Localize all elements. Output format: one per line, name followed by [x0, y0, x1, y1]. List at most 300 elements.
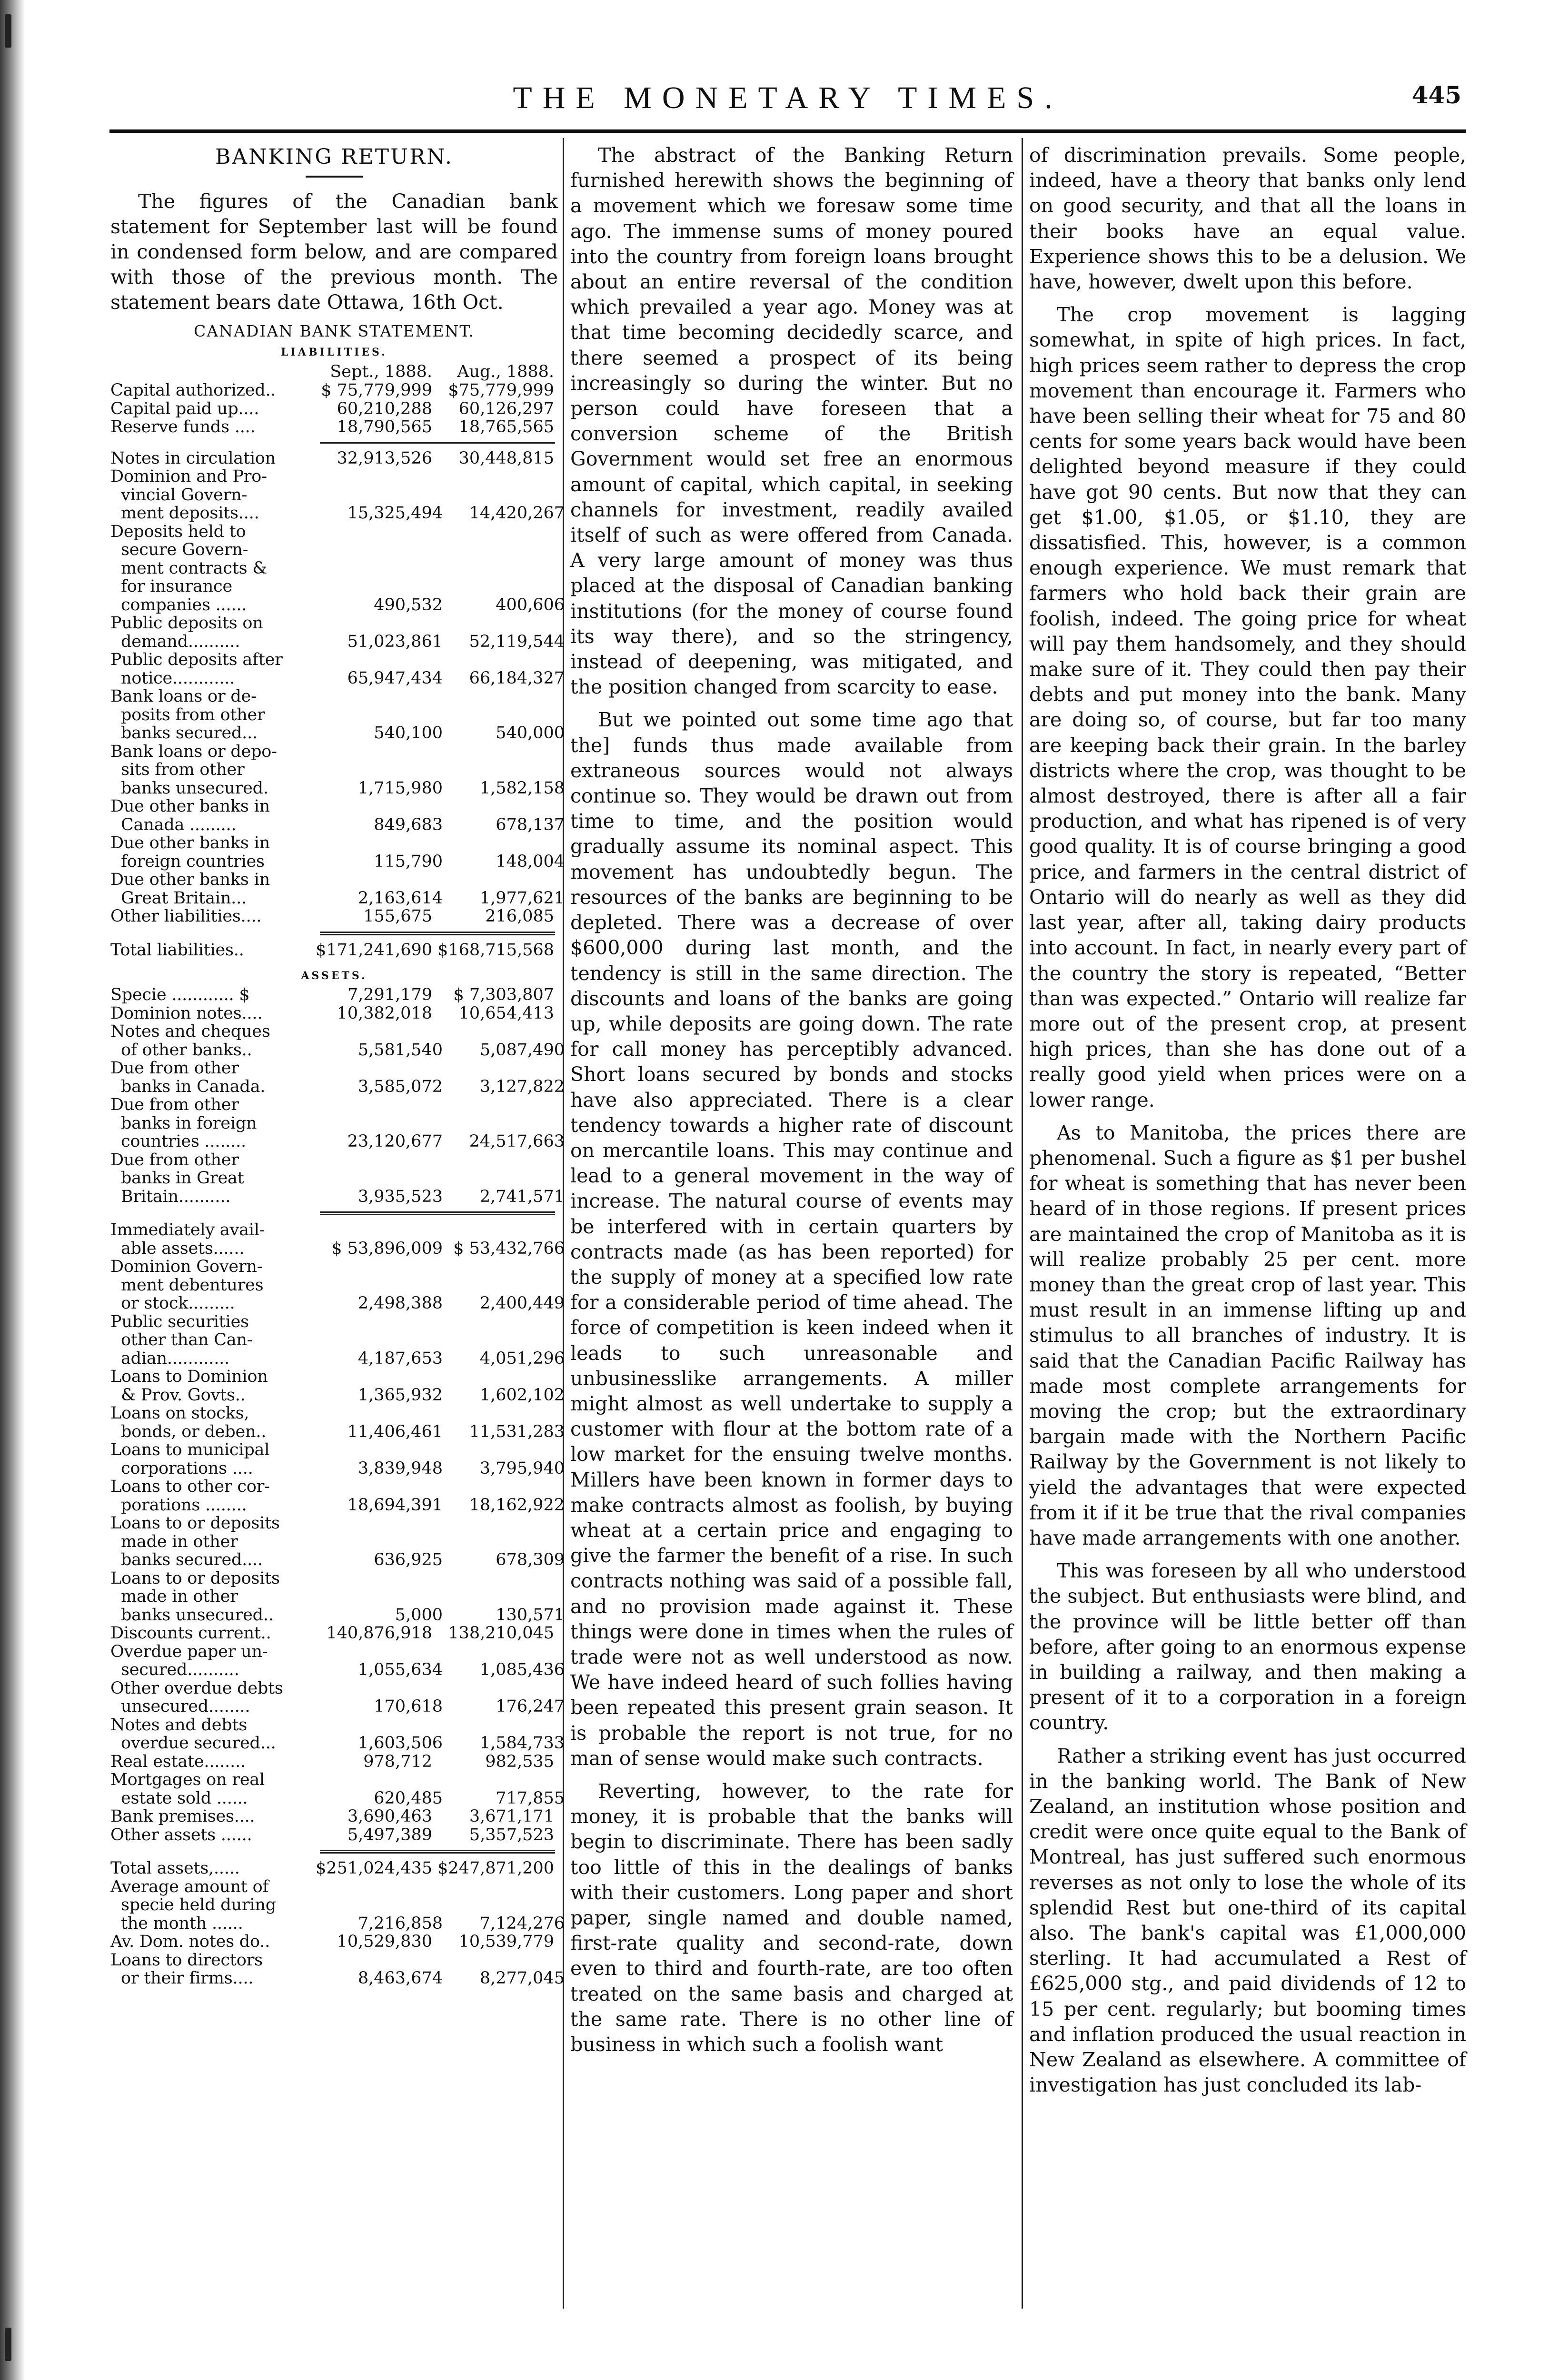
row-value-aug [432, 1569, 554, 1588]
statement-row [110, 1096, 558, 1114]
row-value-aug [432, 1221, 554, 1240]
row-value-aug: 10,539,779 [458, 1932, 554, 1951]
statement-row [110, 1331, 558, 1349]
row-label: Deposits held to [110, 522, 246, 541]
row-label: the month ...... [121, 1914, 243, 1933]
row-value-aug [432, 1771, 554, 1789]
row-label: Loans on stocks, [110, 1404, 249, 1423]
statement-row [110, 1734, 565, 1753]
row-value-sept: 8,463,674 [357, 1969, 443, 1988]
row-label: Notes and debts [110, 1716, 248, 1734]
row-label: Public deposits on [110, 614, 263, 633]
row-label: other than Can- [121, 1331, 253, 1349]
row-value-sept [309, 651, 432, 669]
row-value-sept: 10,382,018 [337, 1003, 432, 1023]
row-value-sept: 5,000 [395, 1605, 443, 1625]
statement-row [110, 706, 558, 724]
row-value-aug [432, 1151, 554, 1170]
row-label: of other banks.. [121, 1041, 252, 1059]
statement-row [110, 1059, 558, 1078]
row-value-sept [309, 687, 432, 706]
row-value-aug: 4,051,296 [479, 1349, 565, 1368]
statement-row [110, 400, 558, 418]
row-label: banks secured.... [121, 1551, 263, 1569]
row-value-aug: 130,571 [496, 1605, 565, 1625]
statement-row [110, 1478, 558, 1496]
row-label: overdue secured... [121, 1734, 276, 1753]
row-label: Public securities [110, 1312, 249, 1331]
row-value-sept [320, 706, 443, 724]
statement-row [110, 852, 565, 871]
column-header-sept: Sept., 1888. [330, 362, 432, 381]
row-value-aug [443, 1276, 565, 1295]
statement-row [110, 467, 558, 486]
row-label: Loans to municipal [110, 1441, 270, 1459]
statement-row [110, 504, 565, 523]
row-value-sept: 23,120,677 [347, 1132, 443, 1151]
row-value-sept [309, 467, 432, 486]
row-value-aug [443, 577, 565, 596]
paragraph: The abstract of the Banking Return furnished herewith shows the beginning of a movement which we foresaw some time ago. The immense sums of money poured into the country from foreign loans brought about an entire reversal of the condition which prevailed a year ago. Money was at that time becoming decidedly scarce, and there seemed a prospect of its being increasingly so during the winter. But no person could have foreseen that a conversion scheme of the British Government would set free an enormous amount of capital, which capital, in seeking channels for investment, readily availed itself of such as were offered from Canada. A very large amount of money was thus placed at the disposal of Canadian banking institutions (for the money of course found its way there), and so the stringency, instead of deepening, was mitigated, and the position changed from scarcity to ease. [570, 144, 1013, 699]
row-value-aug [443, 1331, 565, 1349]
row-value-sept [309, 743, 432, 761]
header-rule [109, 129, 1466, 133]
row-value-aug: 30,448,815 [458, 448, 554, 468]
row-value-sept [309, 614, 432, 633]
row-value-sept [309, 1951, 432, 1970]
row-value-sept: 60,210,288 [337, 399, 432, 418]
row-value-aug: 5,357,523 [469, 1825, 554, 1844]
statement-row [110, 449, 558, 468]
paragraph: But we pointed out some time ago that the] funds thus made available from extraneous sources would not always continue so. They would be drawn out from time to time, and the position would gradually assume its nominal aspect. This movement has undoubtedly begun. The resources of the banks are beginning to be depleted. There was a decrease of over $600,000 during last month, and the tendency is still in the same direction. The discounts and loans of the banks are going up, while deposits are going down. The rate for call money has perceptibly advanced. Short loans secured by bonds and stocks have also appreciated. There is a clear tendency towards a higher rate of discount on mercantile loans. This may continue and lead to a general movement in the way of increase. The natural course of events may be interfered with in certain quarters by contracts made (as has been reported) for the supply of money at a specified low rate for a considerable period of time ahead. The force of competition is keen indeed when it leads to such unreasonable and unbusinesslike arrangements. A miller might almost as well undertake to supply a customer with flour at the bottom rate of a low market for the ensuing twelve months. Millers have been known in former days to make contracts almost as foolish, by buying wheat at a certain price and engaging to give the farmer the benefit of a rise. In such contracts nothing was said of a possible fall, and no provision made against it. These things were done in times when the rules of trade were not as well understood as now. We have indeed heard of such follies having been repeated this present grain season. It is probable the report is not true, for no man of sense would make such contracts. [570, 708, 1013, 1770]
row-value-aug: 18,162,922 [469, 1495, 565, 1515]
row-label: corporations .... [121, 1459, 253, 1478]
row-value-sept: 10,529,830 [337, 1932, 432, 1951]
row-label: Britain.......... [121, 1187, 231, 1206]
row-value-sept: 3,585,072 [357, 1077, 443, 1096]
paragraph: The crop movement is lagging somewhat, in spite of high prices. In fact, high prices seem rather to depress the crop movement than encourage it. Farmers who have been selling their wheat for 75 and 80 cents for some years back would have been delighted beyond measure if they could have got 90 cents. But now that they can get $1.00, $1.05, or $1.10, they are dissatisfied. This, however, is a common enough experience. We must remark that farmers who hold back their grain are foolish, indeed. The going price for wheat will pay them handsomely, and they should make sure of it. They could then pay their debts and put money into the bank. Many are doing so, of course, but far too many are keeping back their grain. In the barley districts where the crop, was thought to be almost destroyed, there is after all a fair production, and what has ripened is of very good quality. It is of course bringing a good price, and farmers in the central district of Ontario will do nearly as well as they did last year, after all, taking dairy products into account. In fact, in nearly every part of the country the story is repeated, “Better than was expected.” Ontario will realize far more out of the present crop, at present high prices, than she has done out of a really good yield when prices were on a lower range. [1029, 303, 1466, 1111]
row-value-aug: 7,124,276 [479, 1914, 565, 1933]
row-label: Total assets,..... [110, 1859, 240, 1878]
statement-row [110, 1514, 558, 1533]
row-label: unsecured........ [121, 1697, 250, 1716]
row-value-sept: 51,023,861 [347, 632, 443, 651]
row-value-sept: 5,581,540 [357, 1040, 443, 1060]
statement-row [110, 1643, 558, 1661]
statement-row [110, 1605, 565, 1625]
row-label: Total liabilities.. [110, 941, 244, 959]
row-label: Due other banks in [110, 797, 270, 816]
row-value-aug: 5,087,490 [479, 1040, 565, 1060]
row-value-aug [432, 1313, 554, 1331]
column-divider [1022, 138, 1023, 2309]
statement-row [110, 687, 558, 706]
capital-section [110, 381, 558, 436]
row-label: made in other [121, 1587, 238, 1606]
row-value-sept [320, 541, 443, 559]
statement-row [110, 1349, 565, 1368]
row-value-aug: 678,137 [496, 815, 565, 834]
statement-row [110, 577, 558, 596]
paragraph: Rather a striking event has just occurred in the banking world. The Bank of New Zealand, an institution whose position and credit were once quite equal to the Bank of Montreal, has just suffered such enormous reverses as not only to lose the whole of its splendid Rest but one-third of its capital also. The bank's capital was £1,000,000 sterling. It had accumulated a Rest of £625,000 stg., and paid dividends of 12 to 15 per cent. regularly; but booming times and inflation produced the usual reaction in New Zealand as elsewhere. A committee of investigation has just concluded its lab- [1029, 1744, 1466, 2097]
row-value-aug [432, 871, 554, 889]
row-value-aug [432, 1441, 554, 1459]
statement-row [110, 541, 558, 559]
statement-row [110, 743, 558, 761]
row-value-aug [443, 1896, 565, 1914]
statement-row [110, 668, 565, 688]
heading-rule [306, 176, 363, 178]
row-value-sept: $251,024,435 [316, 1859, 432, 1878]
row-value-aug [432, 1679, 554, 1698]
row-label: able assets...... [121, 1239, 245, 1258]
row-value-aug: $75,779,999 [448, 381, 554, 400]
row-value-sept [320, 761, 443, 779]
row-value-aug [432, 1368, 554, 1386]
row-value-sept [309, 1096, 432, 1114]
row-label: or stock......... [121, 1294, 235, 1313]
row-label: ment deposits.... [121, 504, 259, 523]
statement-row [110, 1077, 565, 1096]
row-value-aug: 11,531,283 [469, 1422, 565, 1441]
row-value-sept: 3,839,948 [357, 1458, 443, 1478]
statement-row [110, 1294, 565, 1313]
row-value-aug: 60,126,297 [458, 399, 554, 418]
statement-row [110, 1258, 558, 1276]
paragraph: As to Manitoba, the prices there are phenomenal. Such a figure as $1 per bushel for wheat is something that has never been heard of in those regions. If present prices are maintained the crop of Manitoba as it is will realize probably 25 per cent. more money than the great crop of last year. This must result in an immense lifting up and stimulus to all branches of industry. It is said that the Canadian Pacific Railway has made most complete arrangements for moving the crop; but the extraordinary bargain made with the Northern Pacific Railway by the Government is not likely to yield the advantages that were expected from it if it be true that the rival companies have made arrangements with one another. [1029, 1121, 1466, 1549]
row-value-aug [432, 1716, 554, 1735]
row-value-sept [320, 1169, 443, 1188]
row-value-sept: 32,913,526 [337, 448, 432, 468]
row-label: & Prov. Govts.. [121, 1386, 246, 1404]
row-value-sept: 11,406,461 [347, 1422, 443, 1441]
statement-row [110, 486, 558, 505]
row-value-sept: 140,876,918 [326, 1624, 432, 1643]
row-value-aug: 2,741,571 [479, 1187, 565, 1206]
statement-row [110, 1969, 565, 1988]
row-value-sept [309, 1771, 432, 1789]
statement-row [110, 778, 565, 798]
row-label: Discounts current.. [110, 1624, 271, 1643]
statement-row [110, 418, 558, 436]
statement-row [110, 595, 565, 615]
article-heading: BANKING RETURN. [215, 145, 453, 169]
row-value-sept [309, 1679, 432, 1698]
row-value-sept [320, 577, 443, 596]
statement-row [110, 1004, 558, 1023]
statement-row [110, 1221, 558, 1240]
statement-row [110, 1495, 565, 1515]
row-value-sept: 490,532 [374, 595, 443, 615]
row-value-aug [432, 651, 554, 669]
row-label: foreign countries [121, 852, 265, 871]
row-label: Loans to other cor- [110, 1478, 270, 1496]
row-label: sits from other [121, 761, 245, 779]
statement-row [110, 1859, 558, 1878]
row-value-aug [432, 743, 554, 761]
row-label: Loans to or deposits [110, 1514, 280, 1533]
row-value-sept [309, 797, 432, 816]
row-label: Real estate........ [110, 1752, 246, 1771]
row-label: banks secured... [121, 724, 258, 743]
row-label: made in other [121, 1532, 238, 1551]
row-label: Capital paid up.... [110, 399, 259, 418]
statement-row [110, 1679, 558, 1698]
row-value-sept [309, 1716, 432, 1735]
row-value-sept: 7,291,179 [347, 985, 432, 1004]
row-value-sept: $ 53,896,009 [331, 1239, 443, 1258]
row-label: banks in foreign [121, 1114, 257, 1132]
statement-row [110, 1951, 558, 1970]
row-label: Capital authorized.. [110, 381, 276, 400]
liabilities-section [110, 448, 565, 926]
row-value-sept [320, 1587, 443, 1606]
row-value-aug: 216,085 [485, 907, 554, 926]
statement-row [110, 1716, 558, 1735]
statement-row [110, 815, 565, 834]
statement-row [110, 871, 558, 889]
row-label: Reserve funds .... [110, 418, 256, 436]
row-value-sept [309, 1878, 432, 1896]
row-value-aug: $ 7,303,807 [453, 985, 554, 1004]
statement-row [110, 1422, 565, 1441]
statement-row [110, 1022, 558, 1041]
row-value-aug: 18,765,565 [458, 417, 554, 436]
row-value-sept [309, 834, 432, 853]
paragraph: Reverting, however, to the rate for money, it is probable that the banks will begin to discriminate. There has been sadly too little of this in the dealings of banks with their customers. Long paper and short paper, single named and double named, first-rate quality and second-rate, down even to third and fourth-rate, are too often treated on the same basis and charged at the same rate. There is no other line of business in which such a foolish want [570, 1780, 1013, 2056]
row-value-aug: 148,004 [496, 852, 565, 871]
row-label: Notes and cheques [110, 1022, 270, 1041]
row-value-sept: 5,497,389 [347, 1825, 432, 1844]
page-header [109, 80, 1466, 123]
row-label: secured.......... [121, 1661, 239, 1679]
statement-row [110, 1169, 558, 1188]
row-value-aug [432, 1258, 554, 1276]
row-value-sept [320, 559, 443, 578]
row-value-aug [443, 1533, 565, 1551]
row-label: specie held during [121, 1896, 276, 1914]
row-value-sept [309, 1221, 432, 1240]
row-label: Loans to directors [110, 1951, 263, 1969]
row-label: Public deposits after [110, 651, 283, 669]
row-value-sept: 1,603,506 [357, 1734, 443, 1753]
row-value-aug: 1,584,733 [479, 1734, 565, 1753]
row-value-sept [309, 523, 432, 541]
row-value-sept: 170,618 [374, 1697, 443, 1716]
row-label: notice............ [121, 669, 235, 687]
row-label: or their firms.... [121, 1969, 254, 1988]
row-value-aug [443, 706, 565, 724]
assets-heading: ASSETS. [301, 970, 367, 982]
row-value-sept [309, 1643, 432, 1661]
liabilities-heading: LIABILITIES. [281, 346, 387, 358]
row-value-sept [320, 1331, 443, 1349]
row-value-aug: 3,127,822 [479, 1077, 565, 1096]
statement-row [110, 1697, 565, 1716]
row-value-aug: 678,309 [496, 1550, 565, 1569]
row-label: banks in Great [121, 1169, 244, 1188]
statement-row [110, 1771, 558, 1789]
statement-row [110, 1788, 565, 1808]
row-label: Dominion notes.... [110, 1004, 263, 1022]
row-value-sept [309, 1258, 432, 1276]
statement-row [110, 381, 558, 400]
statement-row [110, 1458, 565, 1478]
row-label: countries ........ [121, 1132, 246, 1151]
row-value-aug: 14,420,267 [469, 504, 565, 523]
column-3-article-text [1029, 143, 1466, 2098]
row-value-aug: 3,671,171 [469, 1807, 554, 1826]
row-label: Bank loans or depo- [110, 742, 277, 761]
row-label: Average amount of [110, 1877, 269, 1896]
row-value-sept: 3,690,463 [347, 1807, 432, 1826]
row-label: Other overdue debts [110, 1679, 283, 1697]
row-label: Great Britain... [121, 889, 247, 907]
row-label: companies ...... [121, 595, 247, 614]
statement-row [110, 1660, 565, 1679]
row-value-aug: 138,210,045 [448, 1624, 554, 1643]
statement-row [110, 523, 558, 541]
row-value-sept: 620,485 [374, 1788, 443, 1808]
row-value-aug: 982,535 [485, 1752, 554, 1771]
row-value-aug: 66,184,327 [469, 668, 565, 688]
statement-row [110, 1753, 558, 1771]
statement-row [110, 632, 565, 651]
row-value-aug [432, 834, 554, 853]
statement-row [110, 1239, 565, 1258]
statement-row [110, 1914, 565, 1933]
row-value-aug [432, 1059, 554, 1078]
row-value-aug: 1,085,436 [479, 1660, 565, 1679]
row-value-aug: 2,400,449 [479, 1294, 565, 1313]
statement-row [110, 559, 558, 578]
page-number: 445 [1411, 81, 1461, 109]
row-value-aug [443, 1169, 565, 1188]
row-label: Due other banks in [110, 871, 270, 889]
row-value-sept [320, 1276, 443, 1295]
row-value-aug [432, 1404, 554, 1423]
row-value-aug: 400,606 [496, 595, 565, 615]
row-value-sept [309, 1478, 432, 1496]
row-value-sept: 3,935,523 [357, 1187, 443, 1206]
row-value-aug [443, 1587, 565, 1606]
statement-title: CANADIAN BANK STATEMENT. [194, 322, 475, 340]
statement-row [110, 1826, 558, 1844]
row-value-sept: 978,712 [363, 1752, 432, 1771]
row-label: Due other banks in [110, 834, 270, 853]
row-label: banks unsecured. [121, 779, 268, 797]
row-value-sept: 115,790 [374, 852, 443, 871]
row-value-sept [309, 1151, 432, 1170]
row-label: Bank loans or de- [110, 687, 257, 706]
paragraph: This was foreseen by all who understood the subject. But enthusiasts were blind, and the province will be little better off than before, after going to an enormous expense in building a railway, and then making a present of it to a corporation in a foreign country. [1029, 1559, 1466, 1735]
statement-row [110, 1132, 565, 1151]
statement-row [110, 797, 558, 816]
row-label: bonds, or deben.. [121, 1422, 267, 1441]
row-value-aug [432, 523, 554, 541]
statement-row [110, 1404, 558, 1423]
row-value-sept [309, 1404, 432, 1423]
statement-row [110, 1533, 558, 1551]
statement-row [110, 888, 565, 908]
row-value-sept: 849,683 [374, 815, 443, 834]
row-label: adian............ [121, 1349, 229, 1368]
row-value-aug [432, 1951, 554, 1970]
binding-mark [5, 2328, 11, 2361]
row-value-sept [320, 1533, 443, 1551]
statement-row [110, 1187, 565, 1206]
row-value-aug: 1,582,158 [479, 778, 565, 798]
statement-row [110, 1569, 558, 1588]
row-label: demand.......... [121, 632, 240, 651]
statement-row [110, 907, 558, 926]
row-label: posits from other [121, 705, 265, 724]
row-label: Notes in circulation [110, 449, 276, 467]
statement-column-header [110, 362, 558, 381]
row-label: Other assets ...... [110, 1825, 252, 1844]
row-value-sept: 4,187,653 [357, 1349, 443, 1368]
row-value-sept: 7,216,858 [357, 1914, 443, 1933]
row-value-aug [432, 1514, 554, 1533]
row-value-aug: 1,977,621 [479, 888, 565, 908]
statement-row [110, 1624, 558, 1643]
row-value-sept: 1,365,932 [357, 1385, 443, 1405]
statement-row [110, 1896, 558, 1914]
row-value-aug [432, 1096, 554, 1114]
paragraph: of discrimination prevails. Some people, indeed, have a theory that banks only lend on good security, and that all the loans in their books have an equal value. Experience shows this to be a delusion. We have, however, dwelt upon this before. [1029, 144, 1466, 294]
statement-row [110, 986, 558, 1004]
statement-row [110, 1441, 558, 1459]
row-label: vincial Govern- [121, 486, 248, 504]
row-value-sept [309, 1313, 432, 1331]
total-rule [320, 932, 555, 935]
row-value-aug [432, 1878, 554, 1896]
row-value-aug: 10,654,413 [458, 1003, 554, 1023]
row-value-aug [432, 797, 554, 816]
row-label: ment contracts & [121, 559, 268, 577]
assets-section [110, 1221, 565, 1844]
row-label: banks unsecured.. [121, 1606, 274, 1624]
row-label: secure Govern- [121, 541, 248, 559]
row-label: Av. Dom. notes do.. [110, 1933, 270, 1951]
row-value-sept: $171,241,690 [316, 940, 432, 960]
row-value-sept [309, 1514, 432, 1533]
row-value-aug [443, 486, 565, 505]
row-value-aug: 1,602,102 [479, 1385, 565, 1405]
row-value-aug [443, 559, 565, 578]
row-value-aug: 540,000 [496, 724, 565, 743]
total-rule [320, 1850, 555, 1854]
row-label: for insurance [121, 577, 232, 596]
row-value-aug [443, 761, 565, 779]
publication-title: THE MONETARY TIMES. [513, 80, 1063, 115]
statement-row [110, 834, 558, 853]
row-label: banks in Canada. [121, 1077, 266, 1096]
row-value-sept [309, 871, 432, 889]
statement-row [110, 614, 558, 633]
row-value-aug [432, 1478, 554, 1496]
row-label: Due from other [110, 1096, 239, 1114]
row-value-aug [432, 687, 554, 706]
statement-row [110, 1878, 558, 1896]
statement-row [110, 651, 558, 669]
row-value-aug: 24,517,663 [469, 1132, 565, 1151]
row-value-sept: 15,325,494 [347, 504, 443, 523]
row-label: Specie ............ $ [110, 986, 250, 1004]
row-value-sept: 2,163,614 [357, 888, 443, 908]
row-value-sept: 636,925 [374, 1550, 443, 1569]
row-label: Overdue paper un- [110, 1642, 268, 1661]
